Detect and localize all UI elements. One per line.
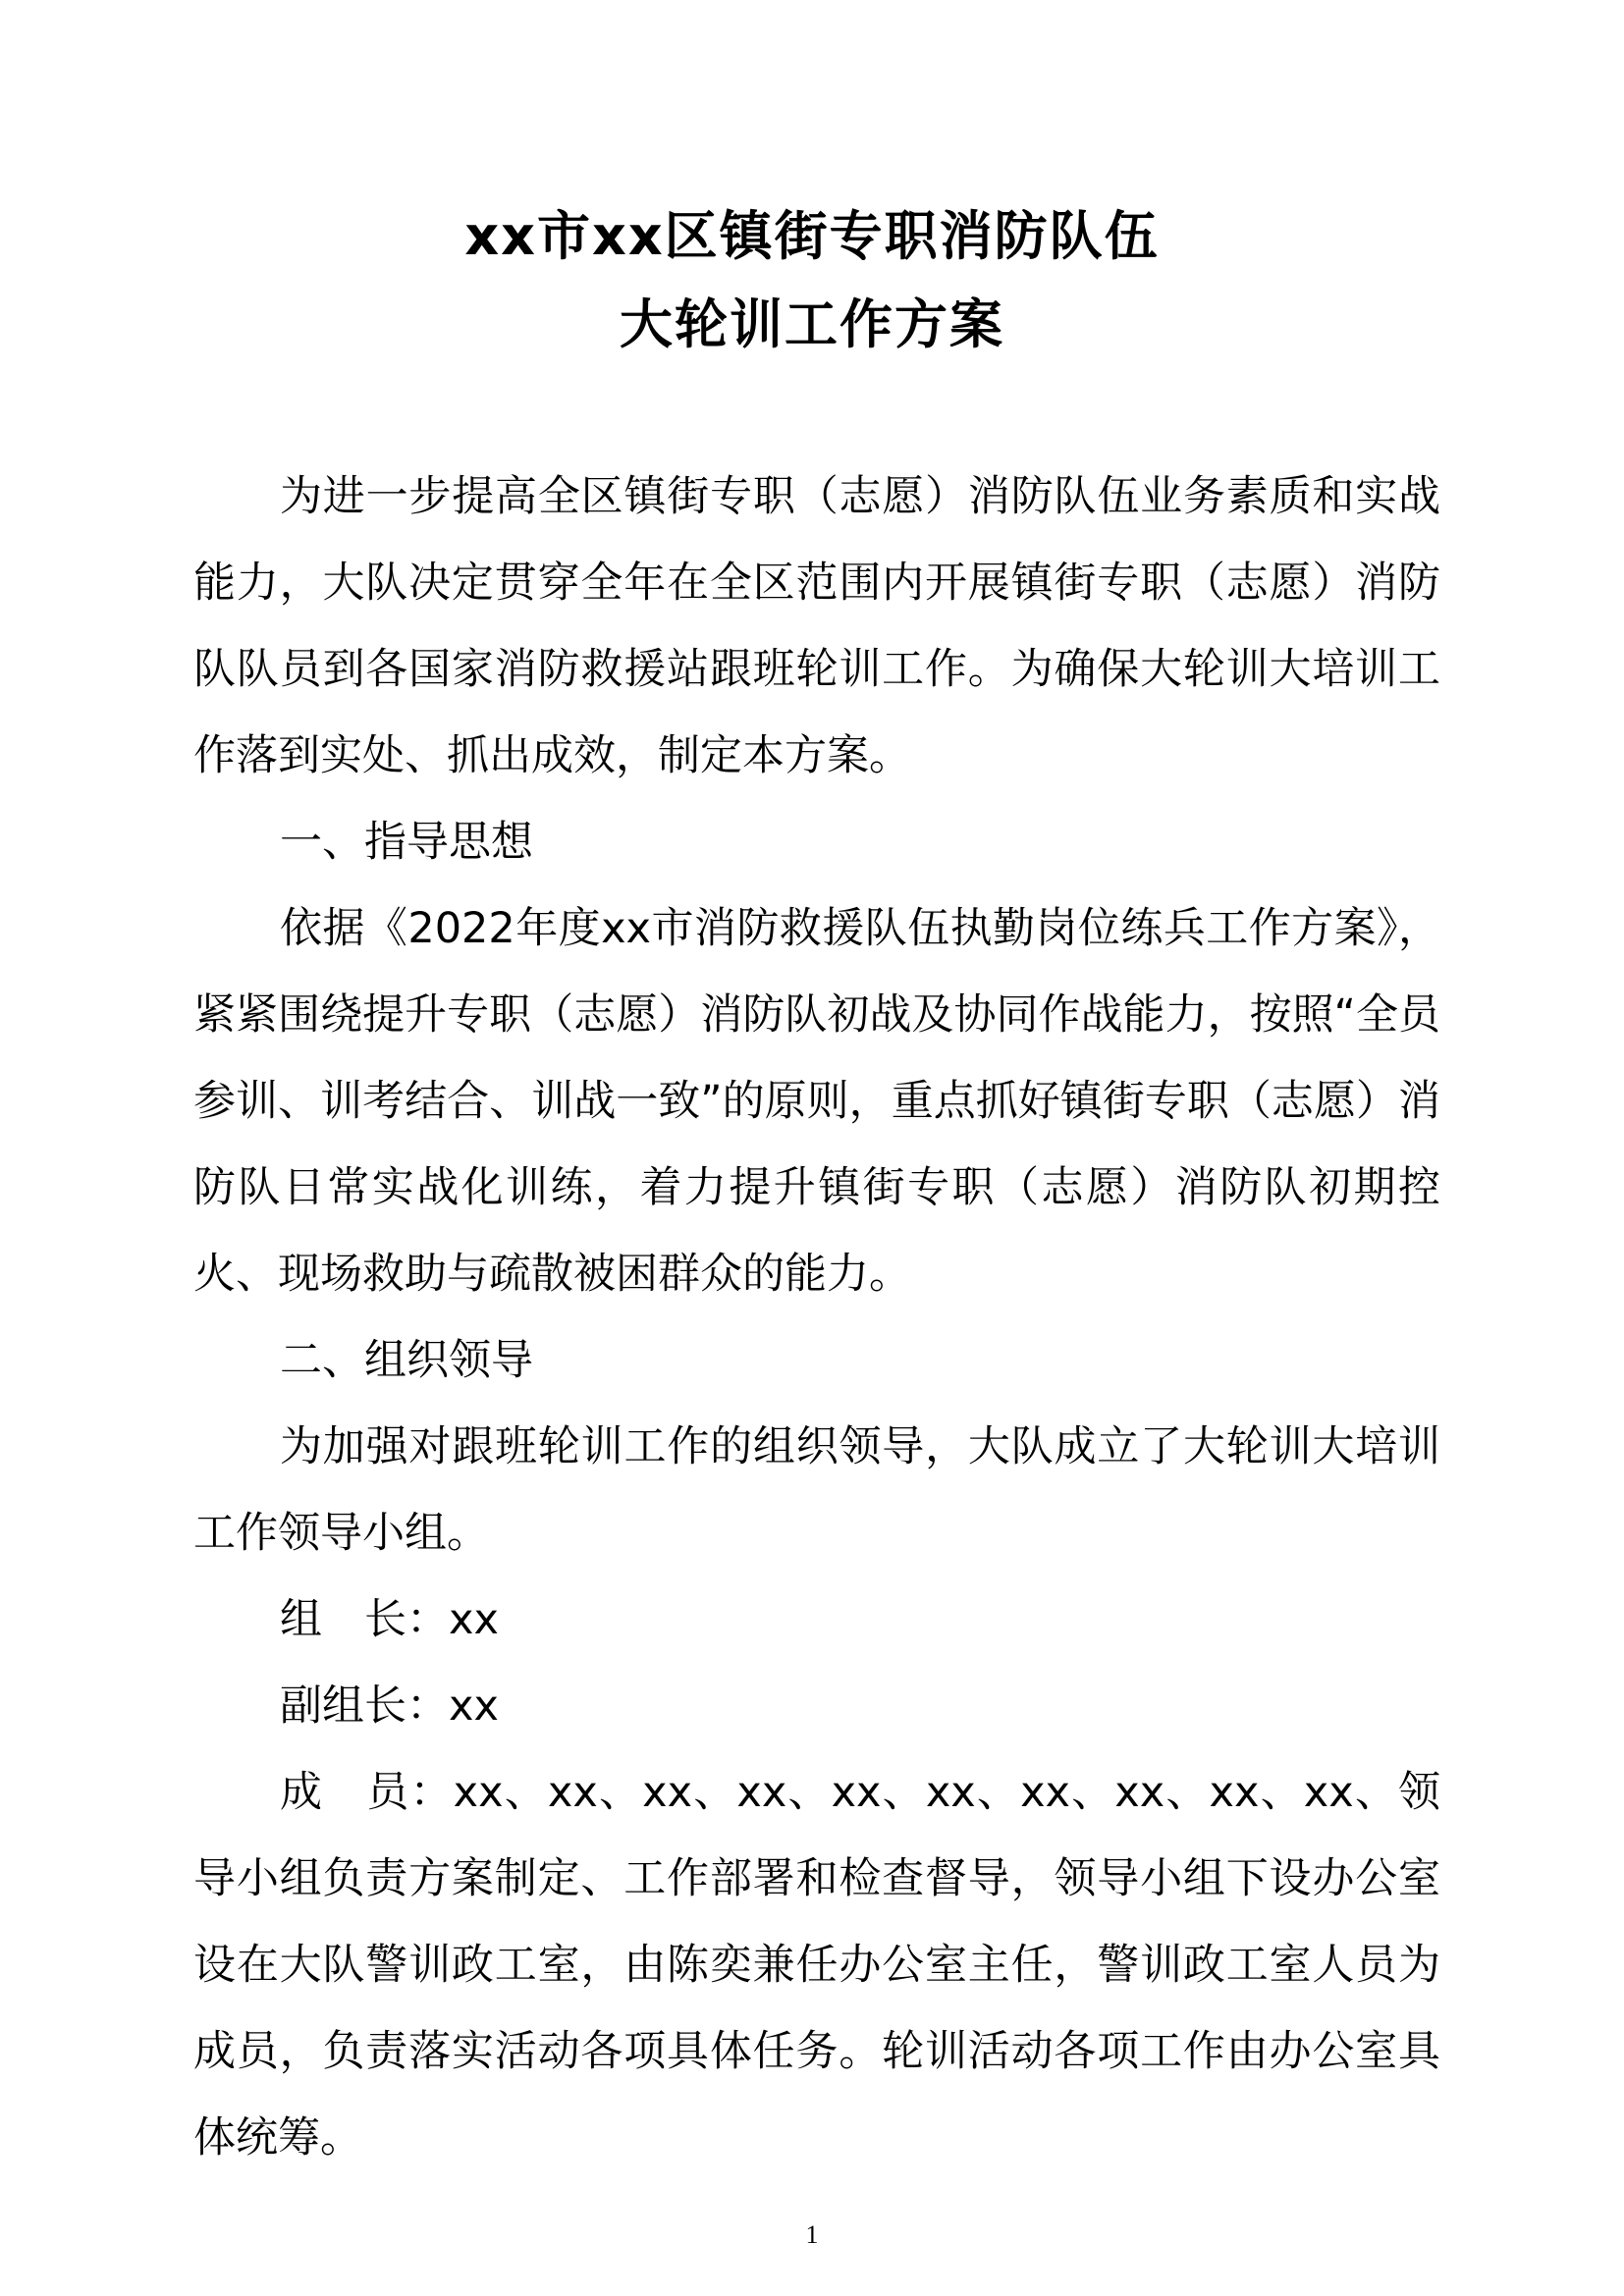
deputy-leader-line: 副组长：xx: [280, 1682, 499, 1731]
organization-paragraph: 为加强对跟班轮训工作的组织领导，大队成立了大轮训大培训工作领导小组。: [193, 1422, 1440, 1558]
team-leader-line: 组 长：xx: [280, 1595, 499, 1644]
document-body: [193, 454, 1440, 2181]
members-paragraph: 成 员：xx、xx、xx、xx、xx、xx、xx、xx、xx、xx、领导小组负责方案制定、工作部署和检查督导，领导小组下设办公室设在大队警训政工室，由陈奕兼任办公室主任，警训政工室人员为成员，负责落实活动各项具体任务。轮训活动各项工作由办公室具体统筹。: [193, 1768, 1440, 2163]
document-title-line-1: xx市xx区镇街专职消防队伍: [464, 205, 1160, 267]
intro-paragraph: 为进一步提高全区镇街专职（志愿）消防队伍业务素质和实战能力，大队决定贯穿全年在全区范围内开展镇街专职（志愿）消防队队员到各国家消防救援站跟班轮训工作。为确保大轮训大培训工作落到实处、抓出成效，制定本方案。: [193, 472, 1440, 780]
section-heading-guiding-ideology: 一、指导思想: [280, 818, 533, 867]
page-number: 1: [805, 2220, 819, 2249]
document-title-line-2: 大轮训工作方案: [620, 294, 1004, 355]
guiding-ideology-paragraph: 依据《2022年度xx市消防救援队伍执勤岗位练兵工作方案》，紧紧围绕提升专职（志愿）消防队初战及协同作战能力，按照“全员参训、训考结合、训战一致”的原则，重点抓好镇街专职（志愿）消防队日常实战化训练，着力提升镇街专职（志愿）消防队初期控火、现场救助与疏散被困群众的能力。: [193, 904, 1440, 1299]
section-heading-organization: 二、组织领导: [280, 1336, 533, 1385]
